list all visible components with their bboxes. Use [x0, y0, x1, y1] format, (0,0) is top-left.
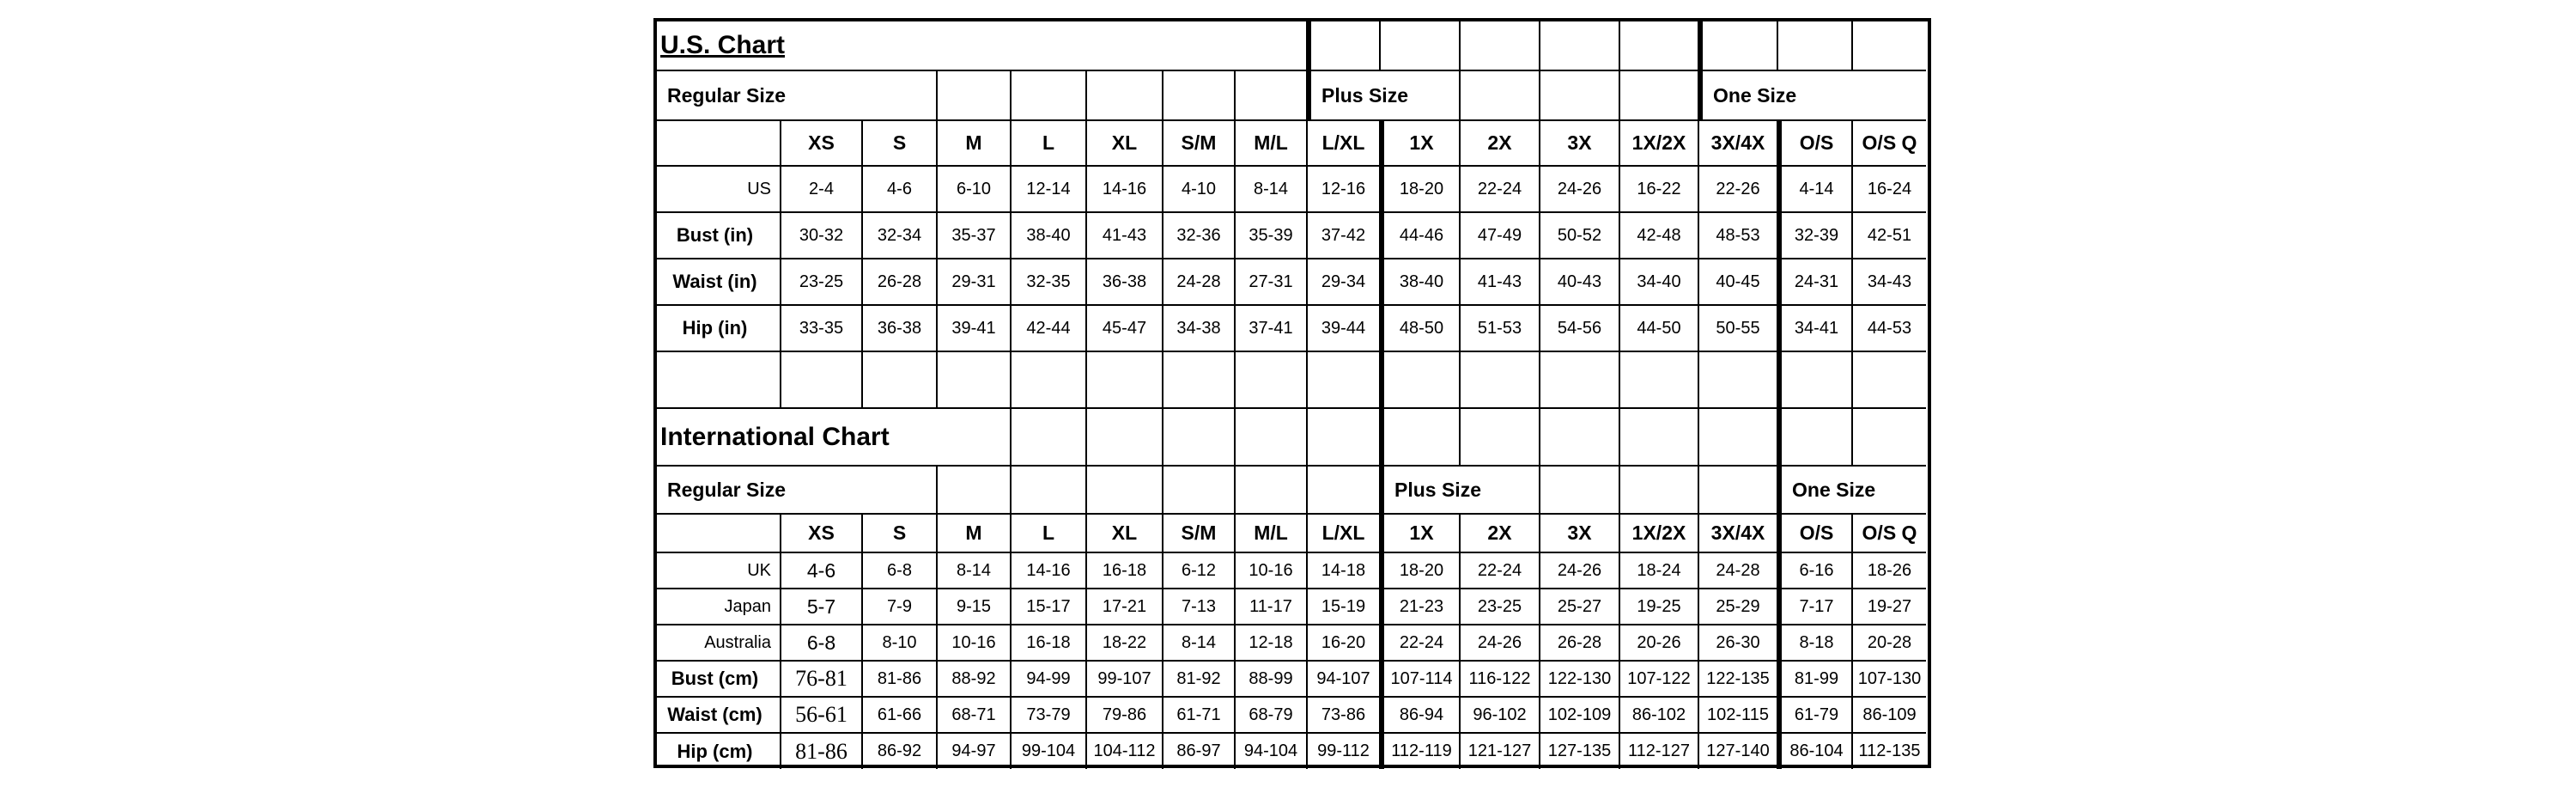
empty-cell	[1308, 467, 1381, 515]
value-cell: 30-32	[781, 213, 863, 259]
size-header: O/S	[1778, 121, 1853, 167]
us-one-size-header: One Size	[1699, 71, 1926, 121]
value-cell: 86-104	[1778, 734, 1853, 769]
empty-cell	[863, 352, 938, 409]
value-cell: 86-97	[1163, 734, 1236, 769]
size-header: XL	[1087, 121, 1163, 167]
value-cell: 81-99	[1778, 662, 1853, 698]
empty-cell	[1620, 467, 1699, 515]
empty-cell	[1540, 467, 1620, 515]
value-cell: 76-81	[781, 662, 863, 698]
value-cell: 8-14	[938, 553, 1012, 589]
intl-plus-size-header: Plus Size	[1381, 467, 1540, 515]
empty-cell	[1620, 409, 1699, 467]
value-cell: 25-29	[1699, 589, 1778, 625]
value-cell: 44-53	[1853, 306, 1926, 352]
value-cell: 25-27	[1540, 589, 1620, 625]
us-chart-title: U.S. Chart	[657, 21, 1308, 71]
value-cell: 51-53	[1461, 306, 1540, 352]
empty-cell	[1012, 409, 1087, 467]
empty-cell	[1087, 409, 1163, 467]
value-cell: 107-114	[1381, 662, 1461, 698]
size-header: 3X	[1540, 121, 1620, 167]
intl-regular-size-header: Regular Size	[657, 467, 938, 515]
row-label: Hip (cm)	[657, 734, 781, 769]
value-cell: 42-51	[1853, 213, 1926, 259]
empty-cell	[1853, 409, 1926, 467]
value-cell: 10-16	[938, 625, 1012, 662]
value-cell: 81-86	[863, 662, 938, 698]
empty-cell	[781, 352, 863, 409]
size-header: S	[863, 515, 938, 553]
empty-cell	[1461, 409, 1540, 467]
size-header: 1X/2X	[1620, 121, 1699, 167]
value-cell: 22-24	[1381, 625, 1461, 662]
value-cell: 99-104	[1012, 734, 1087, 769]
size-header: 2X	[1461, 121, 1540, 167]
empty-cell	[657, 352, 781, 409]
value-cell: 37-42	[1308, 213, 1381, 259]
value-cell: 61-71	[1163, 698, 1236, 734]
size-header: 1X/2X	[1620, 515, 1699, 553]
value-cell: 12-18	[1236, 625, 1308, 662]
row-label: US	[657, 167, 781, 213]
size-header: XL	[1087, 515, 1163, 553]
value-cell: 37-41	[1236, 306, 1308, 352]
value-cell: 50-52	[1540, 213, 1620, 259]
value-cell: 79-86	[1087, 698, 1163, 734]
value-cell: 29-34	[1308, 259, 1381, 306]
value-cell: 86-94	[1381, 698, 1461, 734]
size-header: L/XL	[1308, 515, 1381, 553]
value-cell: 16-18	[1012, 625, 1087, 662]
row-label: Japan	[657, 589, 781, 625]
value-cell: 86-102	[1620, 698, 1699, 734]
empty-cell	[1699, 467, 1778, 515]
value-cell: 8-18	[1778, 625, 1853, 662]
value-cell: 14-16	[1087, 167, 1163, 213]
empty-cell	[657, 515, 781, 553]
value-cell: 94-104	[1236, 734, 1308, 769]
size-header: S/M	[1163, 121, 1236, 167]
empty-cell	[657, 121, 781, 167]
empty-cell	[938, 71, 1012, 121]
row-label: Waist (cm)	[657, 698, 781, 734]
size-header: M	[938, 121, 1012, 167]
value-cell: 2-4	[781, 167, 863, 213]
size-header: M	[938, 515, 1012, 553]
value-cell: 56-61	[781, 698, 863, 734]
value-cell: 104-112	[1087, 734, 1163, 769]
value-cell: 26-28	[863, 259, 938, 306]
value-cell: 6-10	[938, 167, 1012, 213]
row-label: UK	[657, 553, 781, 589]
empty-cell	[1620, 21, 1699, 71]
value-cell: 24-26	[1461, 625, 1540, 662]
size-header: O/S Q	[1853, 121, 1926, 167]
empty-cell	[1381, 21, 1461, 71]
empty-cell	[1012, 352, 1087, 409]
value-cell: 44-46	[1381, 213, 1461, 259]
value-cell: 22-24	[1461, 167, 1540, 213]
size-header: O/S	[1778, 515, 1853, 553]
value-cell: 34-41	[1778, 306, 1853, 352]
value-cell: 18-24	[1620, 553, 1699, 589]
size-header: XS	[781, 121, 863, 167]
value-cell: 18-20	[1381, 553, 1461, 589]
size-header: 3X	[1540, 515, 1620, 553]
empty-cell	[1540, 352, 1620, 409]
value-cell: 112-119	[1381, 734, 1461, 769]
value-cell: 36-38	[863, 306, 938, 352]
empty-cell	[1461, 71, 1540, 121]
value-cell: 24-28	[1699, 553, 1778, 589]
value-cell: 116-122	[1461, 662, 1540, 698]
value-cell: 18-22	[1087, 625, 1163, 662]
value-cell: 29-31	[938, 259, 1012, 306]
empty-cell	[1308, 21, 1381, 71]
value-cell: 41-43	[1461, 259, 1540, 306]
empty-cell	[1087, 71, 1163, 121]
size-chart-table	[653, 18, 1931, 768]
size-header: XS	[781, 515, 863, 553]
empty-cell	[1461, 352, 1540, 409]
size-header: O/S Q	[1853, 515, 1926, 553]
intl-one-size-header: One Size	[1778, 467, 1926, 515]
value-cell: 96-102	[1461, 698, 1540, 734]
empty-cell	[1461, 21, 1540, 71]
value-cell: 61-79	[1778, 698, 1853, 734]
size-header: M/L	[1236, 515, 1308, 553]
value-cell: 18-26	[1853, 553, 1926, 589]
value-cell: 21-23	[1381, 589, 1461, 625]
value-cell: 73-86	[1308, 698, 1381, 734]
row-label: Waist (in)	[657, 259, 781, 306]
size-header: 1X	[1381, 121, 1461, 167]
row-label: Bust (cm)	[657, 662, 781, 698]
value-cell: 6-8	[863, 553, 938, 589]
empty-cell	[1087, 352, 1163, 409]
empty-cell	[1699, 21, 1778, 71]
value-cell: 22-26	[1699, 167, 1778, 213]
value-cell: 35-39	[1236, 213, 1308, 259]
value-cell: 44-50	[1620, 306, 1699, 352]
value-cell: 27-31	[1236, 259, 1308, 306]
value-cell: 32-36	[1163, 213, 1236, 259]
value-cell: 14-18	[1308, 553, 1381, 589]
empty-cell	[938, 352, 1012, 409]
size-header: 3X/4X	[1699, 121, 1778, 167]
value-cell: 48-53	[1699, 213, 1778, 259]
empty-cell	[1540, 71, 1620, 121]
value-cell: 102-115	[1699, 698, 1778, 734]
value-cell: 4-6	[781, 553, 863, 589]
value-cell: 99-112	[1308, 734, 1381, 769]
value-cell: 16-22	[1620, 167, 1699, 213]
value-cell: 73-79	[1012, 698, 1087, 734]
us-regular-size-header: Regular Size	[657, 71, 938, 121]
value-cell: 26-28	[1540, 625, 1620, 662]
value-cell: 102-109	[1540, 698, 1620, 734]
value-cell: 16-18	[1087, 553, 1163, 589]
value-cell: 45-47	[1087, 306, 1163, 352]
value-cell: 7-9	[863, 589, 938, 625]
value-cell: 88-99	[1236, 662, 1308, 698]
size-header: 1X	[1381, 515, 1461, 553]
value-cell: 7-13	[1163, 589, 1236, 625]
value-cell: 17-21	[1087, 589, 1163, 625]
empty-cell	[1012, 71, 1087, 121]
empty-cell	[1163, 409, 1236, 467]
empty-cell	[1087, 467, 1163, 515]
value-cell: 4-14	[1778, 167, 1853, 213]
value-cell: 86-109	[1853, 698, 1926, 734]
value-cell: 19-27	[1853, 589, 1926, 625]
value-cell: 8-14	[1236, 167, 1308, 213]
value-cell: 35-37	[938, 213, 1012, 259]
value-cell: 61-66	[863, 698, 938, 734]
empty-cell	[1236, 71, 1308, 121]
value-cell: 50-55	[1699, 306, 1778, 352]
empty-cell	[1620, 71, 1699, 121]
value-cell: 6-16	[1778, 553, 1853, 589]
value-cell: 6-8	[781, 625, 863, 662]
empty-cell	[1381, 352, 1461, 409]
value-cell: 68-79	[1236, 698, 1308, 734]
value-cell: 40-45	[1699, 259, 1778, 306]
value-cell: 11-17	[1236, 589, 1308, 625]
value-cell: 32-39	[1778, 213, 1853, 259]
value-cell: 34-40	[1620, 259, 1699, 306]
value-cell: 107-130	[1853, 662, 1926, 698]
value-cell: 24-26	[1540, 553, 1620, 589]
value-cell: 38-40	[1012, 213, 1087, 259]
value-cell: 9-15	[938, 589, 1012, 625]
empty-cell	[1163, 467, 1236, 515]
value-cell: 122-130	[1540, 662, 1620, 698]
value-cell: 40-43	[1540, 259, 1620, 306]
size-header: 3X/4X	[1699, 515, 1778, 553]
value-cell: 10-16	[1236, 553, 1308, 589]
empty-cell	[1163, 352, 1236, 409]
size-header: L	[1012, 515, 1087, 553]
empty-cell	[1778, 21, 1853, 71]
size-header: M/L	[1236, 121, 1308, 167]
value-cell: 23-25	[1461, 589, 1540, 625]
value-cell: 112-127	[1620, 734, 1699, 769]
value-cell: 81-86	[781, 734, 863, 769]
value-cell: 127-135	[1540, 734, 1620, 769]
empty-cell	[1778, 409, 1853, 467]
value-cell: 12-14	[1012, 167, 1087, 213]
value-cell: 20-28	[1853, 625, 1926, 662]
value-cell: 18-20	[1381, 167, 1461, 213]
empty-cell	[1236, 409, 1308, 467]
value-cell: 19-25	[1620, 589, 1699, 625]
size-header: L/XL	[1308, 121, 1381, 167]
value-cell: 34-43	[1853, 259, 1926, 306]
value-cell: 32-35	[1012, 259, 1087, 306]
empty-cell	[1540, 409, 1620, 467]
empty-cell	[1853, 21, 1926, 71]
value-cell: 16-20	[1308, 625, 1381, 662]
empty-cell	[1236, 352, 1308, 409]
value-cell: 20-26	[1620, 625, 1699, 662]
value-cell: 16-24	[1853, 167, 1926, 213]
empty-cell	[1308, 352, 1381, 409]
row-label: Australia	[657, 625, 781, 662]
empty-cell	[1778, 352, 1853, 409]
value-cell: 5-7	[781, 589, 863, 625]
value-cell: 94-97	[938, 734, 1012, 769]
value-cell: 32-34	[863, 213, 938, 259]
value-cell: 107-122	[1620, 662, 1699, 698]
us-plus-size-header: Plus Size	[1308, 71, 1461, 121]
value-cell: 121-127	[1461, 734, 1540, 769]
value-cell: 41-43	[1087, 213, 1163, 259]
value-cell: 4-6	[863, 167, 938, 213]
empty-cell	[1699, 409, 1778, 467]
value-cell: 24-28	[1163, 259, 1236, 306]
value-cell: 88-92	[938, 662, 1012, 698]
empty-cell	[938, 467, 1012, 515]
value-cell: 99-107	[1087, 662, 1163, 698]
row-label: Bust (in)	[657, 213, 781, 259]
size-header: S	[863, 121, 938, 167]
row-label: Hip (in)	[657, 306, 781, 352]
value-cell: 14-16	[1012, 553, 1087, 589]
empty-cell	[1699, 352, 1778, 409]
value-cell: 4-10	[1163, 167, 1236, 213]
value-cell: 8-14	[1163, 625, 1236, 662]
empty-cell	[1540, 21, 1620, 71]
value-cell: 39-41	[938, 306, 1012, 352]
value-cell: 26-30	[1699, 625, 1778, 662]
value-cell: 54-56	[1540, 306, 1620, 352]
empty-cell	[1236, 467, 1308, 515]
value-cell: 36-38	[1087, 259, 1163, 306]
value-cell: 7-17	[1778, 589, 1853, 625]
value-cell: 48-50	[1381, 306, 1461, 352]
value-cell: 33-35	[781, 306, 863, 352]
size-header: 2X	[1461, 515, 1540, 553]
value-cell: 34-38	[1163, 306, 1236, 352]
value-cell: 39-44	[1308, 306, 1381, 352]
value-cell: 86-92	[863, 734, 938, 769]
value-cell: 42-44	[1012, 306, 1087, 352]
value-cell: 23-25	[781, 259, 863, 306]
value-cell: 94-99	[1012, 662, 1087, 698]
value-cell: 24-31	[1778, 259, 1853, 306]
value-cell: 112-135	[1858, 741, 1921, 760]
empty-cell	[1012, 467, 1087, 515]
size-header: L	[1012, 121, 1087, 167]
value-cell: 68-71	[938, 698, 1012, 734]
value-cell: 22-24	[1461, 553, 1540, 589]
value-cell: 12-16	[1308, 167, 1381, 213]
empty-cell	[1853, 352, 1926, 409]
value-cell: 94-107	[1308, 662, 1381, 698]
value-cell: 127-140	[1699, 734, 1778, 769]
empty-cell	[1620, 352, 1699, 409]
empty-cell	[1163, 71, 1236, 121]
value-cell: 47-49	[1461, 213, 1540, 259]
value-cell: 81-92	[1163, 662, 1236, 698]
value-cell: 24-26	[1540, 167, 1620, 213]
empty-cell	[1381, 409, 1461, 467]
value-cell: 6-12	[1163, 553, 1236, 589]
value-cell: 8-10	[863, 625, 938, 662]
empty-cell	[1308, 409, 1381, 467]
value-cell: 15-19	[1308, 589, 1381, 625]
value-cell: 42-48	[1620, 213, 1699, 259]
international-chart-title: International Chart	[657, 409, 1012, 467]
value-cell: 38-40	[1381, 259, 1461, 306]
value-cell: 122-135	[1699, 662, 1778, 698]
size-header: S/M	[1163, 515, 1236, 553]
value-cell: 15-17	[1012, 589, 1087, 625]
